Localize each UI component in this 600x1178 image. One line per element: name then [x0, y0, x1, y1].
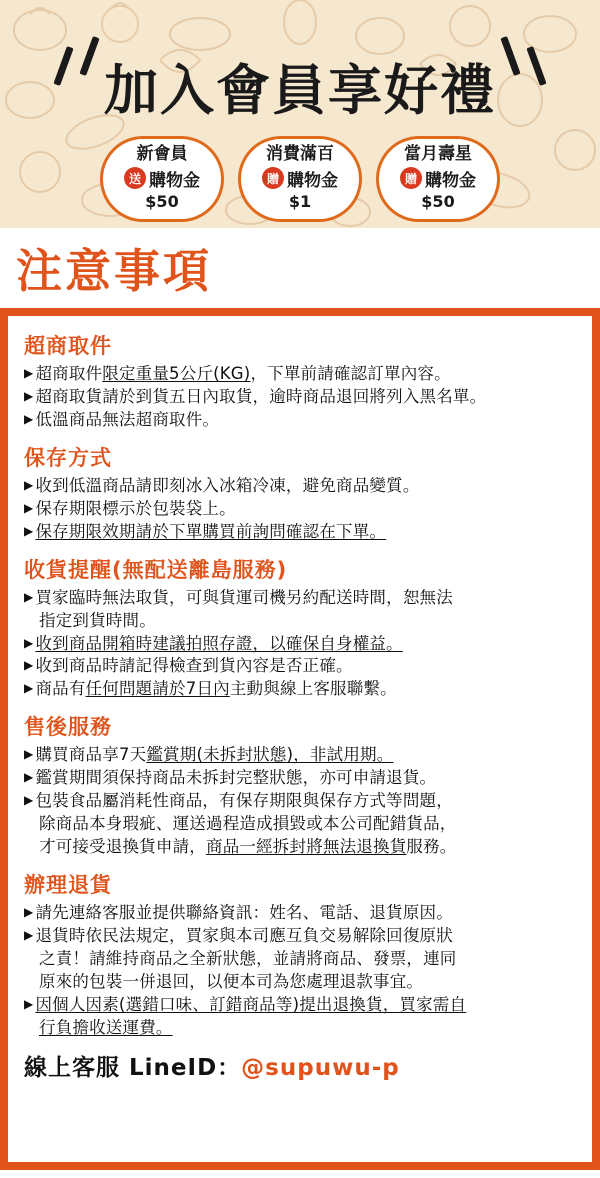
plain-text: 原來的包裝一併退回，以便本司為您處理退款事宜。 — [39, 971, 424, 991]
notice-section — [24, 442, 576, 543]
notice-list-item-continuation — [24, 971, 576, 993]
badge-amount: $50 — [421, 191, 455, 211]
plain-text: 之責！請維持商品之全新狀態，並請將商品、發票，連同 — [39, 948, 457, 968]
underlined-text: 限定重量5公斤(KG) — [102, 364, 251, 383]
bullet-arrow-icon: ▶ — [24, 635, 34, 650]
notice-list-item — [24, 678, 576, 700]
notice-list-item-text — [35, 498, 576, 520]
bullet-arrow-icon: ▶ — [24, 905, 34, 919]
plain-text: 購買商品享7天 — [35, 745, 147, 765]
notice-list-item-text — [35, 925, 576, 947]
notice-list-item-text — [39, 948, 576, 970]
notice-list-item — [24, 633, 576, 655]
notice-list-item-text — [35, 994, 576, 1016]
line-id-value: @supuwu-p — [241, 1054, 400, 1081]
notice-list-item-text — [39, 610, 576, 632]
badge-subtitle: 購物金 — [425, 170, 476, 191]
notice-list-item-text — [39, 836, 576, 858]
notice-list-item-text — [39, 813, 576, 835]
notice-list-item-text — [35, 521, 576, 543]
badge-title: 消費滿百 — [266, 144, 334, 164]
notice-list-item-text — [35, 678, 576, 700]
gift-circle-icon: 贈 — [400, 167, 422, 189]
notice-title-bar — [0, 228, 600, 308]
notice-list-item-continuation — [24, 1017, 576, 1039]
bullet-arrow-icon: ▶ — [24, 523, 34, 538]
notice-panel-inner — [8, 316, 592, 1162]
notice-list-item — [24, 498, 576, 520]
badge-subtitle: 購物金 — [149, 170, 200, 191]
notice-list-item-text — [35, 475, 576, 497]
plain-text: 商品有 — [35, 679, 86, 699]
plain-text: 鑑賞期間須保持商品未拆封完整狀態，亦可申請退貨。 — [35, 768, 437, 788]
plain-text: 超商取件 — [35, 364, 103, 383]
bullet-arrow-icon: ▶ — [24, 658, 34, 673]
underlined-text: 商品一經拆封將無法退換貨 — [206, 837, 407, 857]
notice-list-item-text — [39, 1017, 576, 1039]
bullet-arrow-icon: ▶ — [24, 589, 34, 604]
gift-circle-icon: 送 — [124, 167, 146, 189]
notice-list-item — [24, 587, 576, 609]
notice-list-item — [24, 475, 576, 497]
bullet-arrow-icon: ▶ — [24, 681, 34, 696]
notice-list-item-text — [35, 744, 576, 766]
underlined-text: 收到商品開箱時建議拍照存證，以確保自身權益。 — [35, 633, 403, 653]
badge-amount: $1 — [288, 191, 312, 211]
notice-list-item — [24, 925, 576, 947]
section-heading: 辦理退貨 — [24, 873, 112, 897]
bullet-arrow-icon: ▶ — [24, 927, 34, 942]
plain-text: 收到低溫商品請即刻冰入冰箱冷凍，避免商品變質。 — [35, 475, 420, 495]
badge-new-member — [100, 136, 224, 222]
notice-list-item-continuation — [24, 813, 576, 835]
member-benefit-badges — [0, 136, 600, 222]
badge-subtitle: 購物金 — [287, 170, 338, 191]
bullet-arrow-icon: ▶ — [24, 793, 34, 808]
notice-section — [24, 330, 576, 431]
plain-text: 才可接受退換貨申請， — [39, 837, 206, 857]
notice-section — [24, 711, 576, 858]
badge-title: 新會員 — [136, 144, 188, 164]
notice-section — [24, 554, 576, 701]
notice-list-item-text — [35, 790, 576, 812]
notice-list-item — [24, 994, 576, 1016]
bullet-arrow-icon: ▶ — [24, 366, 34, 380]
plain-text: 請先連絡客服並提供聯絡資訊：姓名、電話、退貨原因。 — [35, 903, 453, 922]
section-heading: 超商取件 — [24, 334, 112, 358]
underlined-text: 因個人因素(選錯口味、訂錯商品等)提出退換貨，買家需自 — [35, 994, 467, 1014]
notice-list-item-text — [35, 902, 576, 924]
underlined-text: 任何問題請於7日內 — [85, 679, 230, 699]
plain-text: 低溫商品無法超商取件。 — [35, 409, 220, 429]
plain-text: 保存期限標示於包裝袋上。 — [35, 498, 236, 518]
plain-text: 退貨時依民法規定，買家與本司應互負交易解除回復原狀 — [35, 925, 453, 945]
badge-amount: $50 — [145, 191, 179, 211]
notice-list-item — [24, 655, 576, 677]
notice-list-item-text — [35, 633, 576, 655]
notice-section — [24, 869, 576, 1039]
notice-list-item — [24, 767, 576, 789]
bullet-arrow-icon: ▶ — [24, 411, 34, 426]
plain-text: 超商取貨請於到貨五日內取貨，逾時商品退回將列入黑名單。 — [35, 386, 487, 406]
notice-list-item-text — [35, 409, 576, 431]
plain-text: 收到商品時請記得檢查到貨內容是否正確。 — [35, 656, 353, 676]
badge-title: 當月壽星 — [404, 144, 472, 164]
underlined-text: 行負擔收送運費。 — [39, 1017, 173, 1037]
notice-list-item — [24, 902, 576, 924]
notice-list-item-text — [35, 386, 576, 408]
gift-circle-icon: 贈 — [262, 167, 284, 189]
notice-list-item — [24, 386, 576, 408]
bullet-arrow-icon: ▶ — [24, 388, 34, 403]
notice-list-item-text — [35, 655, 576, 677]
bullet-arrow-icon: ▶ — [24, 477, 34, 492]
notice-list-item-text — [35, 363, 576, 385]
notice-list-item — [24, 521, 576, 543]
plain-text: 服務。 — [406, 837, 457, 857]
section-heading: 售後服務 — [24, 715, 112, 740]
bullet-arrow-icon: ▶ — [24, 770, 34, 785]
plain-text: 除商品本身瑕疵、運送過程造成損毀或本公司配錯貨品， — [39, 814, 457, 834]
hero-title: 加入會員享好禮 — [104, 59, 496, 122]
customer-service-footer — [24, 1049, 576, 1082]
plain-text: 主動與線上客服聯繫。 — [229, 679, 397, 699]
notice-list-item — [24, 363, 576, 385]
customer-service-label: 線上客服 LineID： — [24, 1054, 242, 1081]
notice-list-item-text — [35, 767, 576, 789]
notice-list-item-continuation — [24, 610, 576, 632]
bullet-arrow-icon: ▶ — [24, 747, 34, 762]
notice-list-item-text — [35, 587, 576, 609]
plain-text: 指定到貨時間。 — [39, 610, 156, 630]
notice-list-item — [24, 790, 576, 812]
page-title: 注意事項 — [16, 244, 212, 298]
underlined-text: 鑑賞期(未拆封狀態)，非試用期。 — [146, 745, 394, 765]
notice-list-item-continuation — [24, 836, 576, 858]
notice-list-item — [24, 744, 576, 766]
section-heading: 收貨提醒(無配送離島服務) — [24, 557, 288, 582]
notice-list-item-continuation — [24, 948, 576, 970]
underlined-text: 保存期限效期請於下單購買前詢問確認在下單。 — [35, 521, 387, 541]
plain-text: 買家臨時無法取貨，可與貨運司機另約配送時間，恕無法 — [35, 587, 453, 607]
section-heading: 保存方式 — [24, 445, 112, 470]
bullet-arrow-icon: ▶ — [24, 996, 34, 1011]
notice-list-item-text — [39, 971, 576, 993]
notice-list-item — [24, 409, 576, 431]
plain-text: ，下單前請確認訂單內容。 — [250, 364, 451, 383]
hero-banner — [0, 0, 600, 228]
notice-sections — [24, 330, 576, 1039]
bullet-arrow-icon: ▶ — [24, 500, 34, 515]
notice-panel — [0, 308, 600, 1170]
plain-text: 包裝食品屬消耗性商品，有保存期限與保存方式等問題， — [35, 791, 453, 811]
badge-birthday-month — [376, 136, 500, 222]
badge-spend-hundred — [238, 136, 362, 222]
